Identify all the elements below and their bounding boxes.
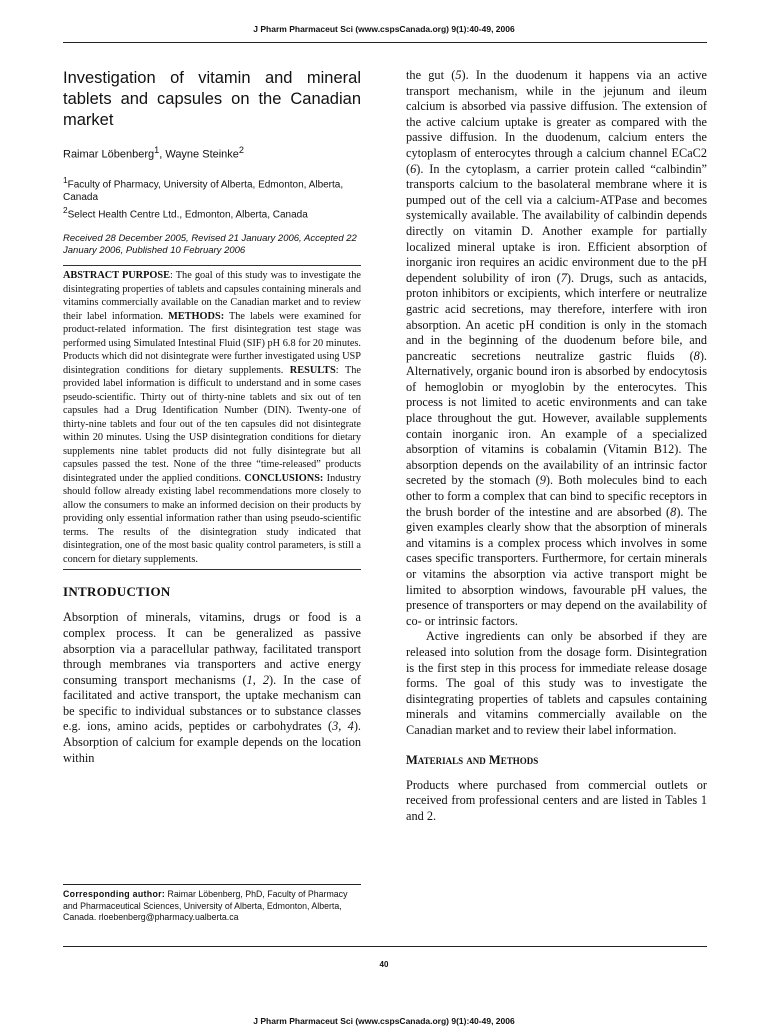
citation: 1, 2 — [246, 672, 270, 687]
received-dates: Received 28 December 2005, Revised 21 January 2006, Accepted 22 January 2006, Published 10 February 2006 — [63, 233, 357, 257]
affiliation-2: $^2$Select Health Centre Ltd., Edmonton, Alberta, Canada — [63, 204, 308, 221]
running-head: J Pharm Pharmaceut Sci (www.cspsCanada.org) 9(1):40-49, 2006 — [253, 24, 515, 34]
body-paragraph: the gut (5). In the duodenum it happens via an active transport mechanism, while in the jejunum and ileum calcium is absorbed via passive diffusion. The extension of the active calcium uptake is greater as compared with the passive diffusion. In the duodenum, calcium enters the cytoplasm of enterocytes through a calcium channel ECaC2 (6). In the cytoplasm, a carrier protein called “calbindin” transports calcium to the basolateral membrane where it is pumped out of the cell via a calcium-ATPase and becomes systemically available. The availability of calbindin depends directly on vitamin D. Another example for partially localized mineral uptake is iron. Efficient absorption of inorganic iron requires an acidic environment due to the pH dependent solubility of iron (7). Drugs, such as antacids, proton inhibitors or excipients, which interfere or neutralize gastric acid secretions, may therefore, interfere with iron absorption. An acetic pH condition is only in the stomach and in the beginning of the duodenum before bile, and pancreatic secretions neutralize gastric fluids (8). Alternatively, organic bound iron is absorbed by endocytosis of hemoglobin or myoglobin by the enterocytes. This process is not limited to acetic environments and can take place throughout the gut. However, available supplements contain inorganic iron. An example of a specialized absorption of vitamins is cobalamin (Vitamin B12). The absorption depends on the availability of an intrinsic factor secreted by the stomach (9). Both molecules bind to each other to form a complex that can bind to specific receptors in the brush border of the intestine and are absorbed (8). The given examples clearly show that the absorption of minerals and vitamins is a complex process which involves in some cases specific transporters. Furthermore, for certain minerals or vitamins the absorption via active transport might be limited to absorption windows, favourable pH values, the presence of transporters or may depend on the availability of co- or intrinsic factors. — [406, 68, 708, 628]
materials-methods-heading: Materials and Methods — [406, 752, 539, 767]
author-line — [63, 145, 361, 161]
author-2: Wayne Steinke — [165, 148, 239, 161]
body-paragraph: Products where purchased from commercial outlets or received from professional centers and are listed in Tables 1 and 2. — [406, 777, 707, 823]
abstract-conclusions-text: Industry should follow already existing label recommendations more closely to allow the consumers to make an informed decision on their products by providing only essential information rather than using pseudo-scientific terms. The results of the disintegration study indicated that disintegration, one of the most basic quality control parameters, is still a concern for dietary supplements. — [63, 472, 361, 565]
citation: 9 — [539, 473, 546, 488]
running-head-next-page: J Pharm Pharmaceut Sci (www.cspsCanada.org) 9(1):40-49, 2006 — [253, 1016, 515, 1026]
author-1-affil: 1 — [154, 145, 160, 155]
abstract-results-label: RESULTS — [289, 364, 336, 376]
citation: 5 — [455, 68, 462, 82]
affiliation-1: $^1$Faculty of Pharmacy, University of Alberta, Edmonton, Alberta, Canada — [63, 174, 344, 203]
citation: 8 — [693, 348, 700, 363]
abstract-methods-text: The labels were examined for product-related information. The first disintegration test stage was performed using Simulated Intestinal Fluid (SIF) pH 6.8 for 20 minutes. Products which did not disintegrate were further investigated using USP disintegration conditions for dietary supplements. — [63, 310, 361, 376]
abstract — [63, 265, 361, 570]
author-2-affil: 2 — [238, 145, 245, 155]
right-column — [406, 68, 707, 824]
header-rule — [63, 42, 707, 43]
introduction-heading: INTRODUCTION — [63, 584, 171, 600]
abstract-purpose-text: : The goal of this study was to investigate the disintegrating properties of tablets and capsules containing minerals and vitamins commercially available on the Canadian market and to review their label information. — [63, 270, 361, 322]
left-column — [63, 68, 361, 766]
citation: 3, 4 — [332, 719, 354, 734]
introduction-paragraph: Absorption of minerals, vitamins, drugs or food is a complex process. It can be generalized as passive absorption via a paracellular pathway, facilitated transport through membranes via transporters and active energy consuming transport mechanisms (1, 2). In the case of facilitated and active transport, the uptake mechanism can be specific to individual substances or to substance classes e.g. ions, amino acids, peptides or carbohydrates (3, 4). Absorption of calcium for example depends on the location within — [63, 610, 361, 765]
abstract-conclusions-label: CONCLUSIONS: — [244, 472, 324, 484]
author-1: Raimar Löbenberg — [63, 148, 155, 161]
corresponding-author-footnote — [63, 884, 361, 924]
footnote-label: Corresponding author: — [63, 889, 166, 899]
citation: 6 — [410, 161, 417, 176]
abstract-methods-label: METHODS: — [168, 310, 225, 322]
citation: 7 — [560, 270, 567, 285]
abstract-purpose-label: ABSTRACT PURPOSE — [63, 270, 171, 282]
author-separator: , — [159, 148, 166, 161]
citation: 8 — [670, 504, 677, 519]
article-title: Investigation of vitamin and mineral tablets and capsules on the Canadian market — [63, 69, 361, 129]
abstract-results-text: : The provided label information is difficult to understand and in some cases pseudo-scientific. Thirty out of thirty-nine tablets and six out of ten capsules had a Drug Identification Number (DIN). Twenty-one of thirty-nine tablets and four out of the ten capsules did not disintegrate within 20 minutes. Using the USP disintegration conditions for dietary supplements nine tablet products did not fully disintegrate but all capsules passed the test. None of the three “time-released” products disintegrated under the applied conditions. — [63, 364, 361, 484]
footnote-text: Raimar Löbenberg, PhD, Faculty of Pharmacy and Pharmaceutical Sciences, University of Alberta, Edmonton, Alberta, Canada. rloebenberg@pharmacy.ualberta.ca — [63, 889, 348, 922]
body-paragraph: Active ingredients can only be absorbed if they are released into solution from the dosage form. Disintegration is the first step in this process for immediate release dosage forms. The goal of this study was to investigate the disintegrating properties of tablets and capsules containing minerals and vitamins commercially available on the Canadian market and to review their label information. — [406, 629, 707, 737]
footer-rule — [63, 946, 707, 947]
page-number: 40 — [379, 960, 389, 969]
